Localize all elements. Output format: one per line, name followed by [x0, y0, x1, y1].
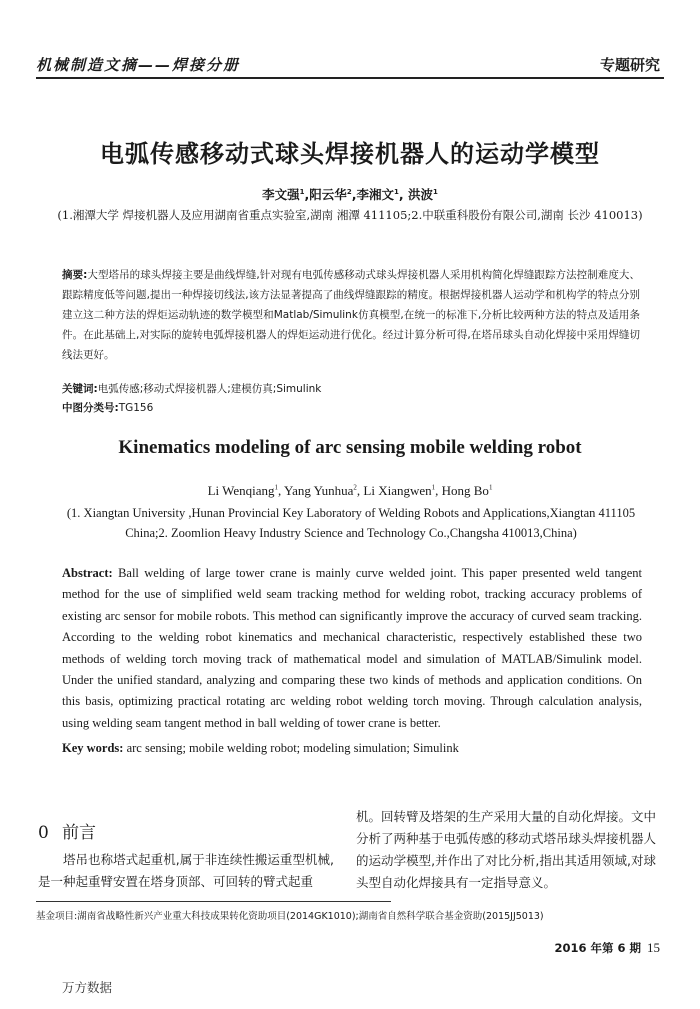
abstract-label: Abstract: [62, 566, 113, 580]
author-name: Li Wenqiang [207, 483, 275, 498]
author-affil-mark: 2 [353, 483, 357, 492]
issue-label: 2016 年第 6 期 [554, 941, 641, 955]
author-affil-mark: 1 [431, 483, 436, 492]
footnote-rule [36, 901, 391, 902]
watermark: 万方数据 [62, 980, 113, 995]
body-right-column: 机。回转臂及塔架的生产采用大量的自动化焊接。文中分析了两种基于电弧传感的移动式塔吊球头焊接机器人的运动学模型,并作出了对比分析,指出其适用领域,对球头型自动化焊接具有一定指导意义。 [356, 809, 657, 890]
author-name: Li Xiangwen [363, 483, 432, 498]
chinese-abstract [62, 265, 640, 365]
classification-number [62, 400, 153, 415]
english-keywords [62, 741, 459, 756]
journal-name: 机械制造文摘——焊接分册 [36, 56, 241, 74]
author-affil-mark: 1 [393, 187, 399, 196]
classification-label: 中图分类号: [62, 402, 119, 414]
english-affiliation: (1. Xiangtan University ,Hunan Provincial Key Laboratory of Welding Robots and Applications,Xiangtan 411105 China;2. Zoomlion Heavy Industry Science and Technology Co.,Changsha 410013,China) [66, 506, 636, 540]
keywords-label: Key words: [62, 741, 124, 755]
chinese-authors: 李文强$^1$,阳云华$^2$,李湘文$^1$, 洪波$^1$ [262, 187, 438, 202]
author-affil-mark: 1 [488, 483, 493, 492]
chinese-title: 电弧传感移动式球头焊接机器人的运动学模型 [100, 140, 600, 168]
english-authors: Li Wenqiang$^1$, Yang Yunhua$^2$, Li Xiangwen$^1$, Hong Bo$^1$ [207, 483, 493, 498]
author-affil-mark: 2 [346, 187, 352, 196]
abstract-label: 摘要: [62, 269, 88, 281]
page-number: 15 [647, 940, 660, 955]
abstract-text: 大型塔吊的球头焊接主要是曲线焊缝,针对现有电弧传感移动式球头焊接机器人采用机构简化焊缝跟踪方法控制难度大、跟踪精度低等问题,提出一种焊接切线法,该方法显著提高了曲线焊缝跟踪的精度。根据焊接机器人运动学和机构学的特点分别建立这二种方法的焊炬运动轨迹的数学模型和Matlab/Simulink仿真模型,在统一的标准下,分析比较两种方法的特点及适用条件。在此基础上,对实际的旋转电弧焊接机器人的焊炬运动进行优化。经过计算分析可得,在塔吊球头自动化焊接中采用焊缝切线法更好。 [62, 269, 640, 361]
english-abstract [62, 563, 642, 734]
body-left-column: 塔吊也称塔式起重机,属于非连续性搬运重型机械,是一种起重臂安置在塔身顶部、可回转的臂式起重 [38, 852, 334, 889]
author-affil-mark: 1 [299, 187, 305, 196]
page-footer [554, 940, 660, 956]
chinese-affiliation: (1.湘潭大学 焊接机器人及应用湖南省重点实验室,湖南 湘潭 411105;2.中联重科股份有限公司,湖南 长沙 410013) [57, 208, 643, 222]
author-name: 李湘文 [356, 187, 394, 202]
section-heading [38, 818, 96, 843]
header-rule [36, 77, 664, 79]
keywords-label: 关键词: [62, 383, 98, 395]
author-name: Yang Yunhua [284, 483, 354, 498]
author-name: Hong Bo [441, 483, 489, 498]
abstract-text: Ball welding of large tower crane is mainly curve welded joint. This paper presented weld tangent method for the use of simplified weld seam tracking method for welding robot, tracking accuracy problems of existing arc sensor for mobile robots. This method can significantly improve the accuracy of curved seam tracking. According to the welding robot kinematics and mechanical characteristic, respectively established these two methods of welding torch moving track of mathematical model and simulation of MATLAB/Simulink model. Under the unified standard, analyzing and comparing these two kinds of methods and application conditions. On this basis, optimizing practical rotating arc welding robot welding torch moving. Through calculation analysis, using welding seam tangent method in ball welding of tower crane is better. [62, 566, 643, 730]
author-affil-mark: 1 [274, 483, 279, 492]
author-name: 李文强 [262, 187, 300, 202]
classification-value: TG156 [118, 402, 154, 414]
section-number: 0 [38, 823, 49, 843]
author-name: 洪波 [407, 187, 433, 202]
english-title: Kinematics modeling of arc sensing mobile welding robot [118, 437, 582, 458]
keywords-text: arc sensing; mobile welding robot; modeling simulation; Simulink [126, 741, 459, 755]
author-name: 阳云华 [309, 187, 347, 202]
section-title: 前言 [62, 823, 96, 843]
funding-note: 基金项目:湖南省战略性新兴产业重大科技成果转化资助项目(2014GK1010);湖南省自然科学联合基金资助(2015JJ5013) [36, 911, 544, 922]
chinese-keywords [62, 381, 321, 396]
column-name: 专题研究 [599, 56, 660, 74]
keywords-text: 电弧传感;移动式焊接机器人;建模仿真;Simulink [97, 383, 322, 395]
author-affil-mark: 1 [432, 187, 438, 196]
